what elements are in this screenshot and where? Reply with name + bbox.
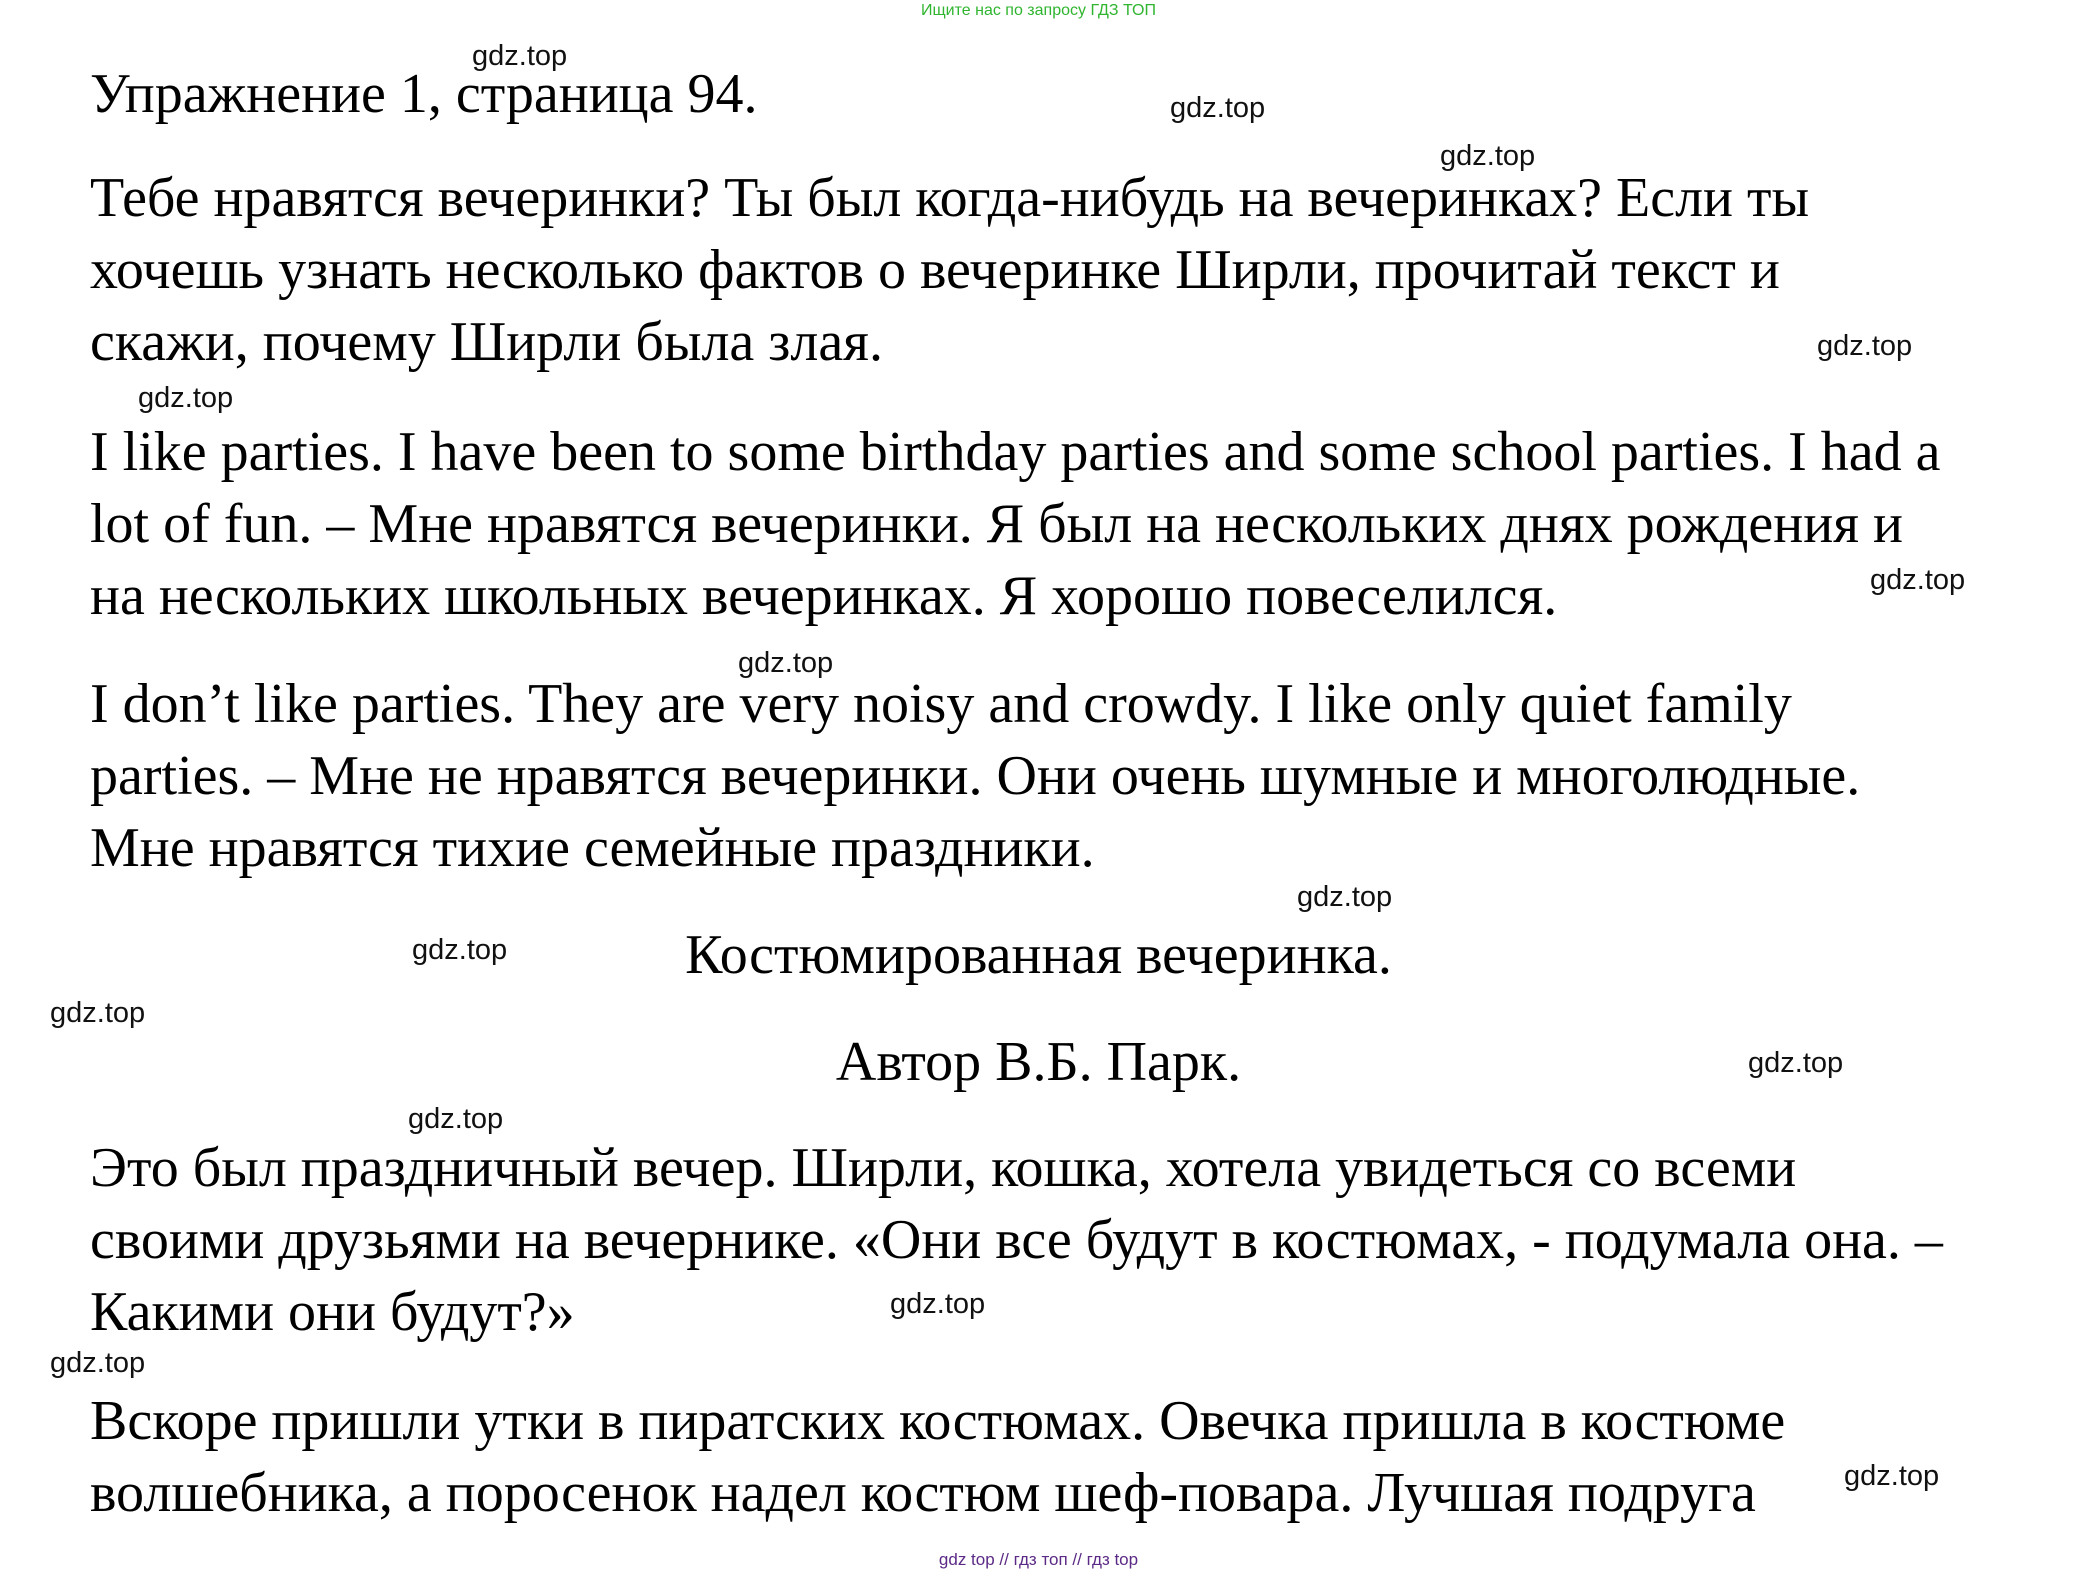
intro-line: скажи, почему Ширли была злая. [90, 311, 883, 373]
watermark: gdz.top [1170, 92, 1266, 124]
watermark: gdz.top [412, 934, 508, 966]
footer-links: gdz top // гдз топ // гдз top [938, 1550, 1139, 1569]
watermark: gdz.top [472, 40, 568, 72]
answer-line: Мне нравятся тихие семейные праздники. [90, 817, 1095, 879]
story-line: волшебника, а поросенок надел костюм шеф-повара. Лучшая подруга [90, 1462, 1756, 1524]
exercise-heading: Упражнение 1, страница 94. [90, 63, 758, 125]
answer-line: parties. – Мне не нравятся вечеринки. Они очень шумные и многолюдные. [90, 745, 1861, 807]
watermark: gdz.top [738, 647, 834, 679]
intro-line: хочешь узнать несколько фактов о вечеринке Ширли, прочитай текст и [90, 239, 1780, 301]
story-line: Вскоре пришли утки в пиратских костюмах. Овечка пришла в костюме [90, 1390, 1786, 1452]
answer-line: I don’t like parties. They are very noisy and crowdy. I like only quiet family [90, 673, 1792, 735]
watermark: gdz.top [1440, 140, 1536, 172]
watermark: gdz.top [890, 1288, 986, 1320]
story-line: своими друзьями на вечернике. «Они все будут в костюмах, - подумала она. – [90, 1209, 1943, 1271]
watermark: gdz.top [1297, 881, 1393, 913]
watermark: gdz.top [138, 382, 234, 414]
watermark: gdz.top [1870, 564, 1966, 596]
intro-line: Тебе нравятся вечеринки? Ты был когда-нибудь на вечеринках? Если ты [90, 167, 1810, 229]
story-author: Автор В.Б. Парк. [835, 1031, 1242, 1093]
watermark: gdz.top [50, 1347, 146, 1379]
watermark: gdz.top [50, 997, 146, 1029]
story-paragraph [90, 1132, 2050, 1348]
watermark: gdz.top [1817, 330, 1913, 362]
watermark: gdz.top [1844, 1460, 1940, 1492]
answer-like-paragraph [90, 416, 2050, 632]
top-banner: Ищите нас по запросу ГДЗ ТОП [921, 2, 1156, 19]
answer-line: lot of fun. – Мне нравятся вечеринки. Я был на нескольких днях рождения и [90, 493, 1903, 555]
story-title: Костюмированная вечеринка. [685, 924, 1392, 986]
intro-paragraph [90, 162, 2050, 378]
watermark: gdz.top [408, 1103, 504, 1135]
story-line: Это был праздничный вечер. Ширли, кошка, хотела увидеться со всеми [90, 1137, 1797, 1199]
answer-line: I like parties. I have been to some birthday parties and some school parties. I had a [90, 421, 1941, 483]
answer-dislike-paragraph [90, 668, 2050, 884]
story-paragraph [90, 1385, 2050, 1529]
answer-line: на нескольких школьных вечеринках. Я хорошо повеселился. [90, 565, 1558, 627]
watermark: gdz.top [1748, 1047, 1844, 1079]
story-line: Какими они будут?» [90, 1281, 575, 1343]
